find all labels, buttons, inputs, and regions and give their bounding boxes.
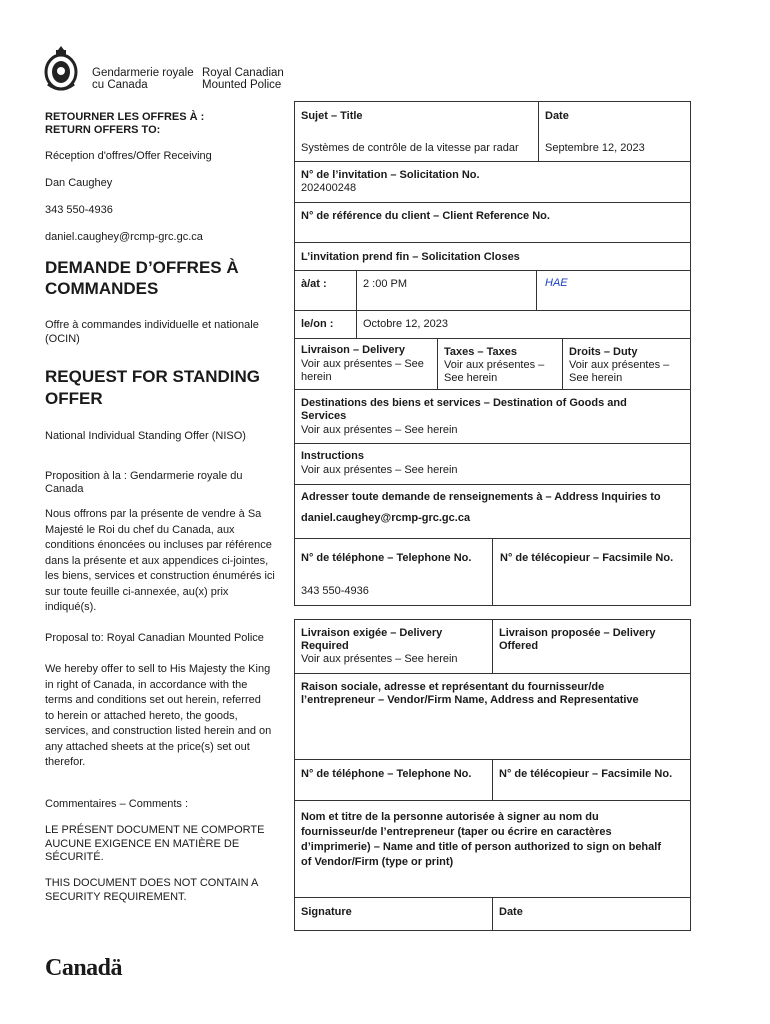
destination-label-line1: Destinations des biens et services – Destination of Goods and xyxy=(301,397,627,409)
para-fr-line: sur toute feuille ci-annexée, au(x) prix xyxy=(45,585,229,598)
phone-value: 343 550-4936 xyxy=(301,585,369,597)
canada-wordmark: Canadä xyxy=(45,955,123,981)
para-fr-line: dans la présente et aux appendices ci-jointes, xyxy=(45,554,269,567)
para-en-line: in right of Canada, in accordance with the xyxy=(45,678,248,691)
fax2-label: N° de télécopieur – Facsimile No. xyxy=(499,768,673,780)
delivery-offered-label-line1: Livraison proposée – Delivery xyxy=(499,627,656,639)
security-en-line: SECURITY REQUIREMENT. xyxy=(45,890,187,903)
security-notice-fr xyxy=(45,824,285,865)
inquiries-label: Adresser toute demande de renseignements à – Address Inquiries to xyxy=(301,491,661,503)
signature-date-label: Date xyxy=(499,906,523,918)
timezone-value: HAE xyxy=(545,277,568,289)
rcmp-crest-icon xyxy=(42,44,80,92)
delivery-offered-label-line2: Offered xyxy=(499,640,539,652)
title-fr-line1: DEMANDE D’OFFRES À xyxy=(45,258,239,277)
para-fr-line: les biens, services et construction énumérés ici xyxy=(45,570,275,582)
instructions-label: Instructions xyxy=(301,450,364,462)
para-fr-line: Majesté le Roi du chef du Canada, aux xyxy=(45,523,235,536)
return-to-fr: RETOURNER LES OFFRES À : xyxy=(45,111,205,123)
client-ref-label: N° de référence du client – Client Reference No. xyxy=(301,210,550,222)
vendor-label-line2: l’entrepreneur – Vendor/Firm Name, Address and Representative xyxy=(301,694,639,706)
delivery-required-label-line2: Required xyxy=(301,640,349,652)
at-label: à/at : xyxy=(301,278,327,290)
offer-paragraph-en xyxy=(45,662,285,771)
subject-label: Sujet – Title xyxy=(301,110,363,122)
date-value: Septembre 12, 2023 xyxy=(545,142,645,154)
on-value: Octobre 12, 2023 xyxy=(363,318,449,330)
inquiries-email: daniel.caughey@rcmp-grc.gc.ca xyxy=(301,512,471,524)
closes-label: L’invitation prend fin – Solicitation Closes xyxy=(301,251,520,263)
fax-label: N° de télécopieur – Facsimile No. xyxy=(500,552,674,564)
agency-name-fr xyxy=(92,67,194,91)
offer-type-en: National Individual Standing Offer (NISO) xyxy=(45,430,246,442)
solicitation-value: 202400248 xyxy=(301,182,357,194)
contact-phone: 343 550-4936 xyxy=(45,204,113,216)
para-en-line: services, and construction listed herein and on xyxy=(45,725,272,737)
authorized-label-line: d’imprimerie) – Name and title of person authorized to sign on behalf xyxy=(301,841,661,853)
taxes-value-line2: See herein xyxy=(444,372,498,384)
authorized-label-line: fournisseur/de l’entrepreneur (taper ou écrire en caractères xyxy=(301,826,612,838)
comments-label: Commentaires – Comments : xyxy=(45,798,189,810)
offer-paragraph-fr xyxy=(45,507,285,616)
contact-email: daniel.caughey@rcmp-grc.gc.ca xyxy=(45,231,203,243)
delivery-required-value: Voir aux présentes – See herein xyxy=(301,653,458,665)
contact-name: Dan Caughey xyxy=(45,177,113,189)
title-en-line1: REQUEST FOR STANDING xyxy=(45,367,261,386)
duty-value-line1: Voir aux présentes – xyxy=(569,359,670,371)
authorized-label xyxy=(301,810,661,870)
proposal-en: Proposal to: Royal Canadian Mounted Police xyxy=(45,632,264,644)
instructions-value: Voir aux présentes – See herein xyxy=(301,464,458,476)
para-en-line: therefor. xyxy=(45,756,86,768)
delivery-value-line2: herein xyxy=(301,371,332,383)
on-label: le/on : xyxy=(301,318,334,330)
para-en-line: We hereby offer to sell to His Majesty the King xyxy=(45,663,271,675)
return-to-en: RETURN OFFERS TO: xyxy=(45,124,161,136)
para-en-line: any attached sheets at the price(s) set out xyxy=(45,740,250,753)
agency-en-line2: Mounted Police xyxy=(202,79,282,91)
signature-label: Signature xyxy=(301,906,352,918)
vendor-label-line1: Raison sociale, adresse et représentant du fournisseur/de xyxy=(301,681,605,693)
delivery-value-line1: Voir aux présentes – See xyxy=(301,358,424,370)
title-fr-line2: COMMANDES xyxy=(45,279,159,298)
agency-en-line1: Royal Canadian xyxy=(202,67,284,79)
taxes-label: Taxes – Taxes xyxy=(444,346,517,358)
para-en-line: to herein or attached hereto, the goods, xyxy=(45,709,238,722)
at-value: 2 :00 PM xyxy=(363,278,408,290)
date-label: Date xyxy=(545,110,569,122)
para-fr-line: conditions énoncées ou incluses par référence xyxy=(45,539,272,551)
security-notice-en xyxy=(45,877,285,904)
title-en-line2: OFFER xyxy=(45,389,103,408)
authorized-label-line: of Vendor/Firm (type or print) xyxy=(301,856,454,868)
delivery-label: Livraison – Delivery xyxy=(301,344,405,356)
phone-label: N° de téléphone – Telephone No. xyxy=(301,552,472,564)
solicitation-label: N° de l’invitation – Solicitation No. xyxy=(301,169,480,181)
subject-value: Systèmes de contrôle de la vitesse par radar xyxy=(301,142,519,154)
security-fr-line: LE PRÉSENT DOCUMENT NE COMPORTE xyxy=(45,824,265,836)
duty-value-line2: See herein xyxy=(569,372,623,384)
security-fr-line: AUCUNE EXIGENCE EN MATIÈRE DE xyxy=(45,837,240,850)
para-fr-line: indiqué(s). xyxy=(45,601,97,613)
destination-label-line2: Services xyxy=(301,410,347,422)
proposal-fr-line2: Canada xyxy=(45,483,84,495)
agency-fr-line1: Gendarmerie royale xyxy=(92,67,194,79)
duty-label: Droits – Duty xyxy=(569,346,638,358)
phone2-label: N° de téléphone – Telephone No. xyxy=(301,768,472,780)
proposal-fr-line1: Proposition à la : Gendarmerie royale du xyxy=(45,470,243,482)
agency-fr-line2: cu Canada xyxy=(92,79,148,91)
destination-value: Voir aux présentes – See herein xyxy=(301,424,458,436)
para-en-line: terms and conditions set out herein, referred xyxy=(45,694,261,706)
authorized-label-line: Nom et titre de la personne autorisée à signer au nom du xyxy=(301,811,599,823)
delivery-required-label-line1: Livraison exigée – Delivery xyxy=(301,627,443,639)
para-fr-line: Nous offrons par la présente de vendre à Sa xyxy=(45,508,262,520)
agency-name-en xyxy=(202,67,284,91)
security-fr-line: SÉCURITÉ. xyxy=(45,851,104,863)
receiving-label: Réception d'offres/Offer Receiving xyxy=(45,150,212,162)
offer-type-fr-line1: Offre à commandes individuelle et nationale xyxy=(45,319,259,331)
security-en-line: THIS DOCUMENT DOES NOT CONTAIN A xyxy=(45,877,259,889)
offer-type-fr-line2: (OCIN) xyxy=(45,333,80,345)
taxes-value-line1: Voir aux présentes – xyxy=(444,359,545,371)
